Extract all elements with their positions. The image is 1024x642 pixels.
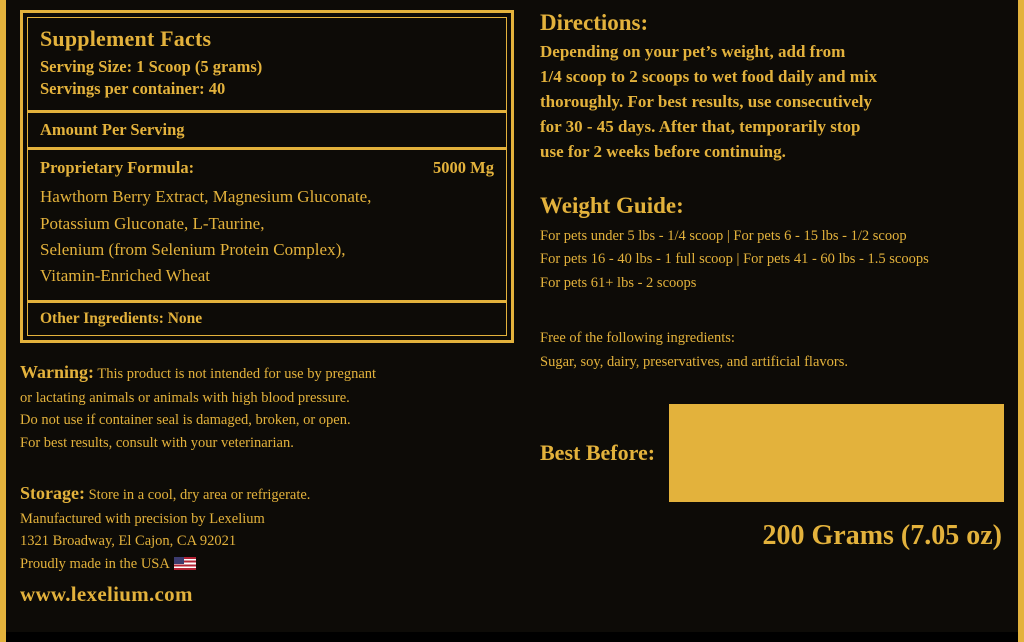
warning-first-text: This product is not intended for use by pregnant xyxy=(97,365,377,382)
label-top-edge xyxy=(6,0,1018,4)
storage-block xyxy=(20,480,514,607)
warning-block xyxy=(20,359,514,454)
weight-guide-line: For pets 61+ lbs - 2 scoops xyxy=(540,274,697,291)
best-before-field[interactable] xyxy=(669,404,1004,502)
warning-heading: Warning: xyxy=(20,361,95,382)
weight-guide-body xyxy=(540,225,1004,295)
warning-line: or lactating animals or animals with high blood pressure. xyxy=(20,389,350,406)
net-weight: 200 Grams (7.05 oz) xyxy=(762,520,1002,552)
supplement-facts-inner xyxy=(27,17,507,336)
address-line: 1321 Broadway, El Cajon, CA 92021 xyxy=(20,533,237,550)
directions-body xyxy=(540,40,1004,165)
warning-line: For best results, consult with your veterinarian. xyxy=(20,434,294,451)
weight-guide-heading: Weight Guide: xyxy=(540,192,684,218)
website-url[interactable]: www.lexelium.com xyxy=(20,582,193,607)
free-from-heading: Free of the following ingredients: xyxy=(540,330,735,347)
amount-per-serving-label: Amount Per Serving xyxy=(40,120,185,140)
storage-first-line xyxy=(20,480,514,508)
directions-line: Depending on your pet’s weight, add from xyxy=(540,42,846,61)
best-before-row xyxy=(540,404,1004,502)
directions-line: for 30 - 45 days. After that, temporarily stop xyxy=(540,116,861,136)
directions-line: 1/4 scoop to 2 scoops to wet food daily and mix xyxy=(540,66,878,86)
directions-heading: Directions: xyxy=(540,10,649,35)
servings-per-container: Servings per container: 40 xyxy=(40,79,226,99)
facts-header-section xyxy=(28,18,506,113)
manufacturer-line: Manufactured with precision by Lexelium xyxy=(20,510,265,527)
free-from-text: Sugar, soy, dairy, preservatives, and artificial flavors. xyxy=(540,353,848,370)
label-bottom-edge xyxy=(6,632,1018,642)
proprietary-formula-section xyxy=(28,150,506,302)
storage-first-text: Store in a cool, dry area or refrigerate. xyxy=(88,487,311,503)
supplement-facts-panel xyxy=(20,10,514,343)
weight-guide-line: For pets 16 - 40 lbs - 1 full scoop | For pets 41 - 60 lbs - 1.5 scoops xyxy=(540,251,929,268)
made-in-usa-line xyxy=(20,553,514,575)
ingredient-line: Hawthorn Berry Extract, Magnesium Gluconate, xyxy=(40,187,372,207)
storage-heading: Storage: xyxy=(20,483,85,503)
serving-size: Serving Size: 1 Scoop (5 grams) xyxy=(40,57,263,76)
directions-line: thoroughly. For best results, use consecutively xyxy=(540,91,872,111)
proprietary-formula-label: Proprietary Formula: xyxy=(40,158,195,178)
weight-guide-line: For pets under 5 lbs - 1/4 scoop | For pets 6 - 15 lbs - 1/2 scoop xyxy=(540,227,907,244)
directions-line: use for 2 weeks before continuing. xyxy=(540,141,786,161)
best-before-label: Best Before: xyxy=(540,440,656,466)
ingredient-line: Selenium (from Selenium Protein Complex), xyxy=(40,240,346,260)
usa-flag-icon xyxy=(174,557,196,570)
ingredient-line: Potassium Gluconate, L-Taurine, xyxy=(40,213,265,233)
made-in-usa-text: Proudly made in the USA xyxy=(20,555,170,572)
warning-line: Do not use if container seal is damaged, broken, or open. xyxy=(20,412,351,429)
ingredient-line: Vitamin-Enriched Wheat xyxy=(40,266,211,286)
proprietary-formula-amount: 5000 Mg xyxy=(433,158,494,178)
right-column xyxy=(514,10,1004,642)
proprietary-formula-row xyxy=(40,158,494,178)
supplement-facts-title: Supplement Facts xyxy=(40,26,212,51)
other-ingredients: Other Ingredients: None xyxy=(40,309,203,327)
ingredient-list xyxy=(40,178,494,289)
label-columns xyxy=(6,0,1018,642)
left-column xyxy=(20,10,514,642)
warning-first-line xyxy=(20,359,514,387)
free-from-block xyxy=(540,327,1004,374)
amount-per-serving-section xyxy=(28,113,506,150)
